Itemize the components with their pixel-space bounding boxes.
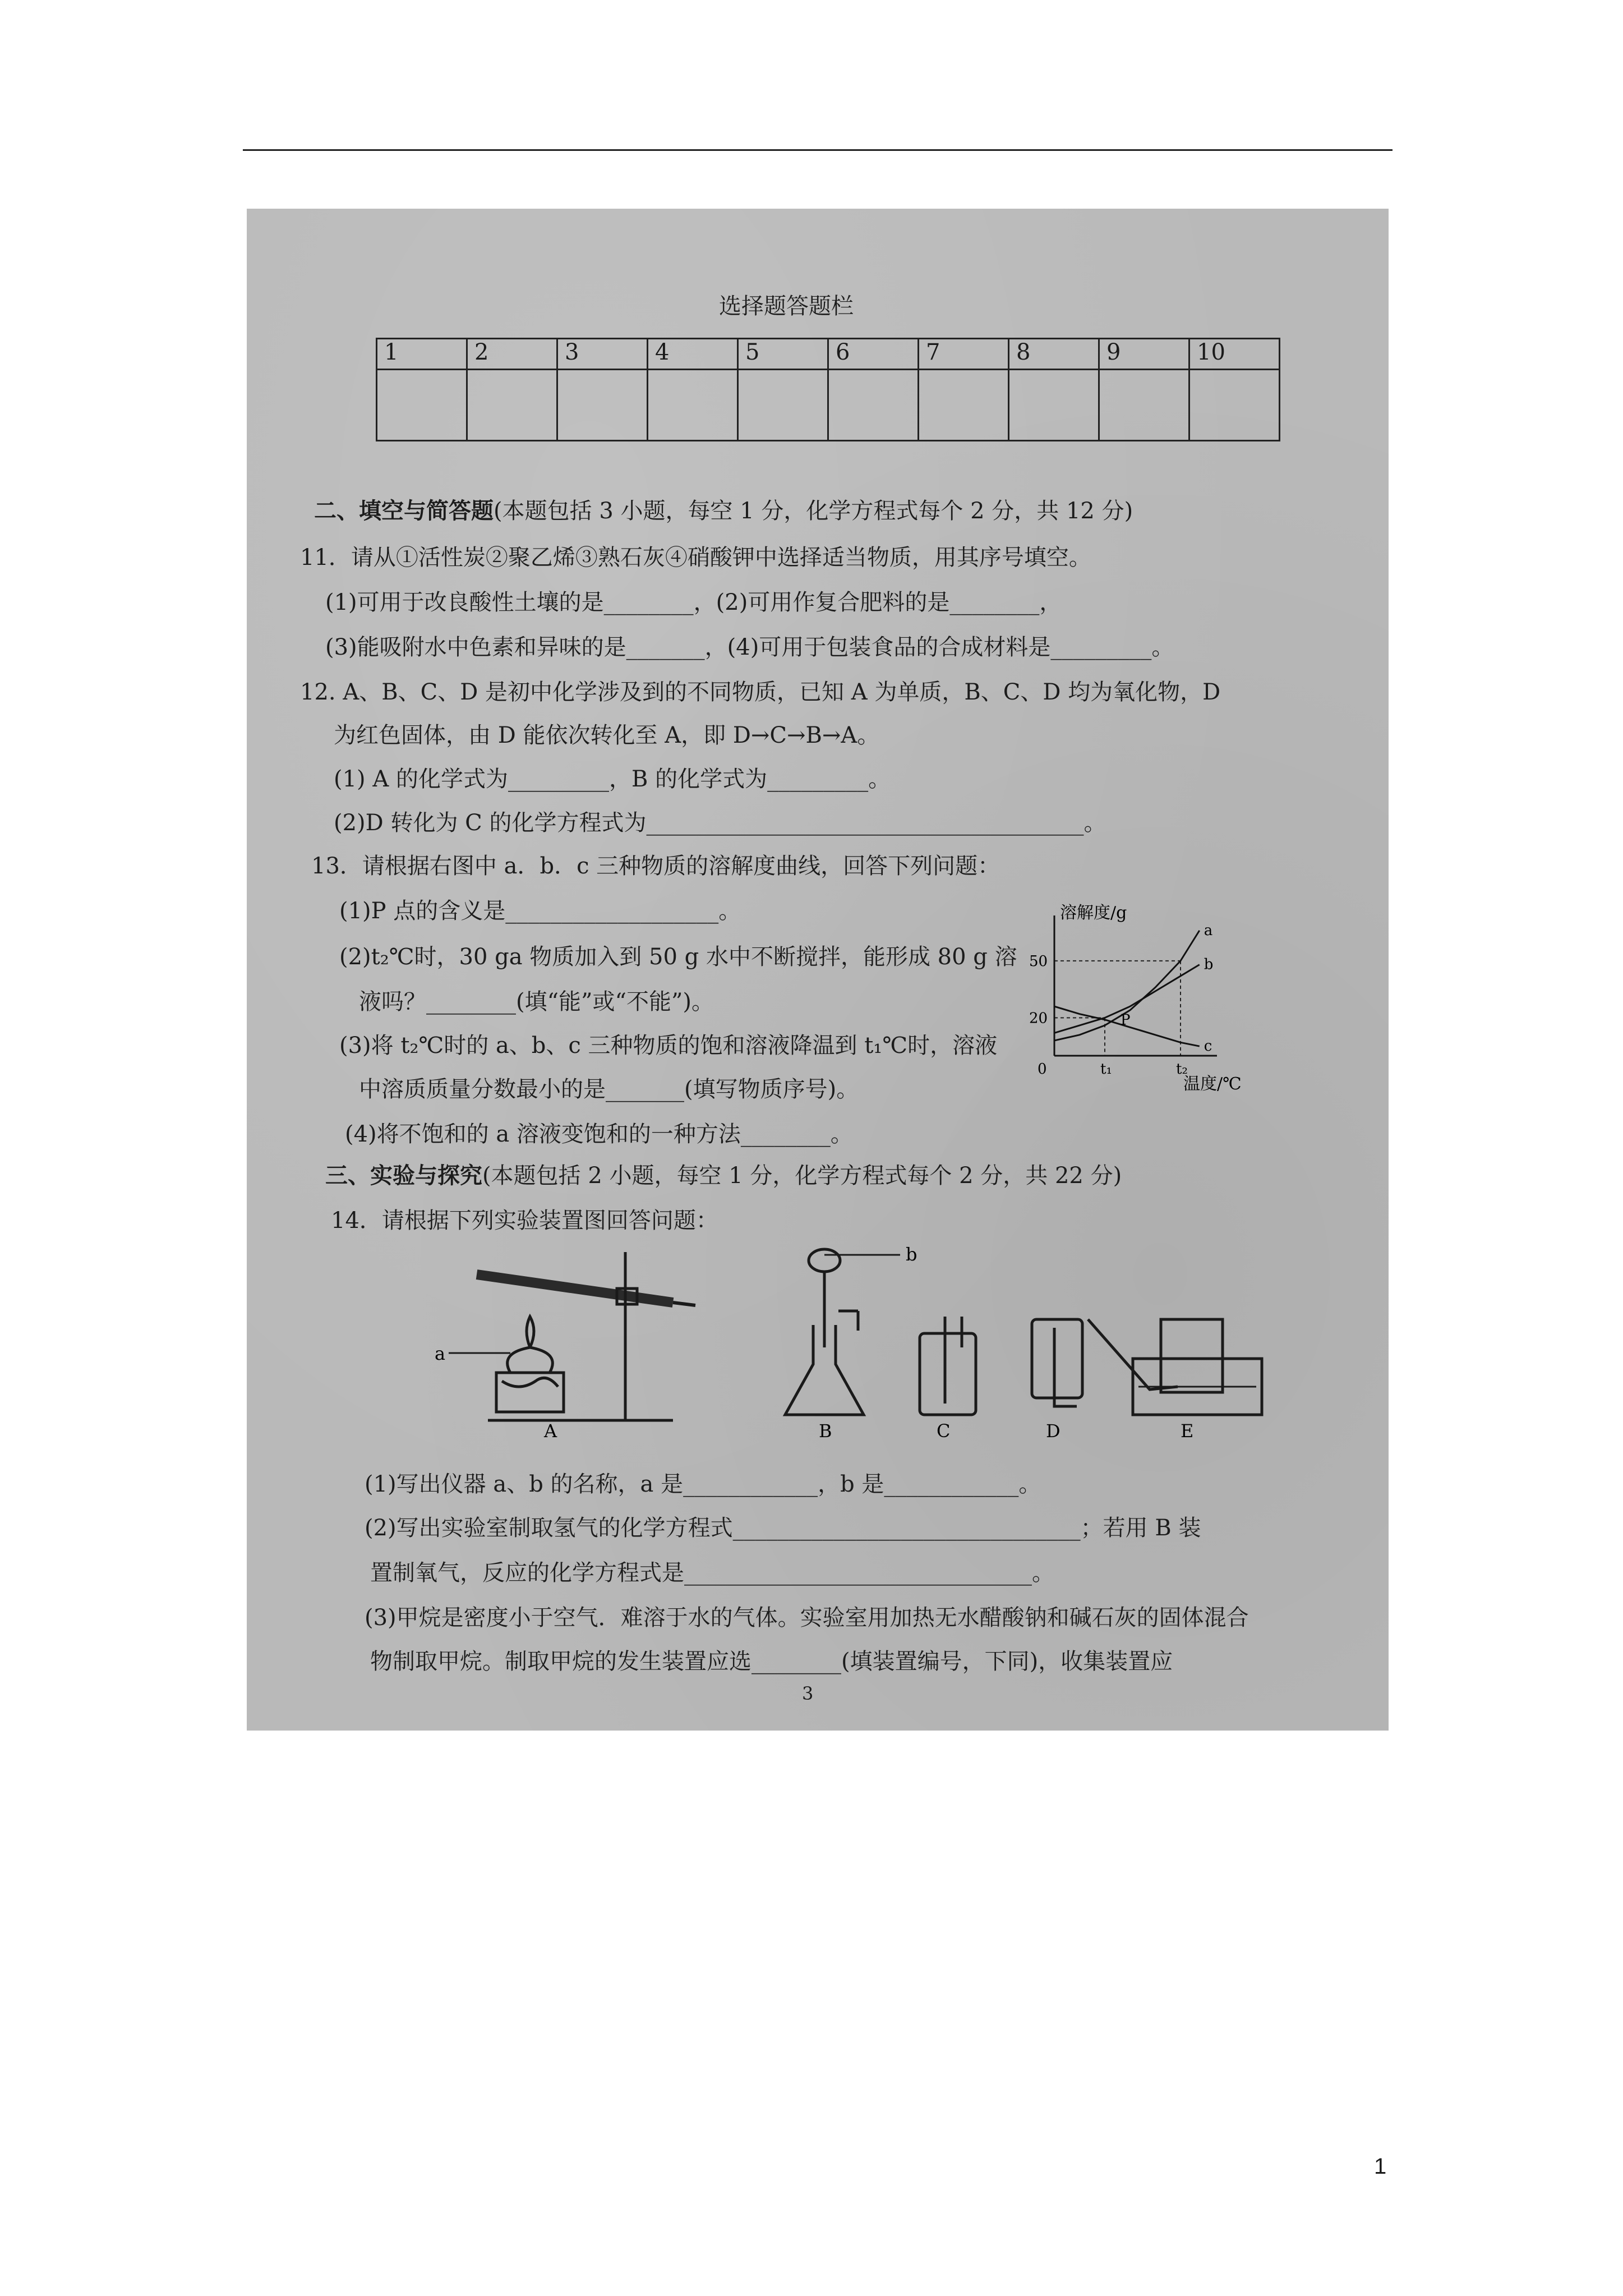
chart-guides — [1054, 961, 1181, 1056]
exam-photo — [247, 209, 1389, 1731]
answer-cell-blank — [467, 370, 557, 441]
answer-table-blank-row — [377, 370, 1280, 441]
q14-p3a: (3)甲烷是密度小于空气．难溶于水的气体。实验室用加热无水醋酸钠和碱石灰的固体混合 — [365, 1605, 1249, 1631]
answer-cell-blank — [1099, 370, 1189, 441]
answer-cell-header: 4 — [648, 339, 738, 370]
label-D: D — [1046, 1420, 1061, 1442]
answer-cell-header: 7 — [919, 339, 1009, 370]
header-rule — [243, 149, 1393, 151]
q12-line2: 为红色固体，由 D 能依次转化至 A，即 D→C→B→A。 — [334, 723, 880, 748]
wooden-block — [496, 1373, 564, 1412]
q14-p3b: 物制取甲烷。制取甲烷的发生装置应选________(填装置编号，下同)，收集装置应 — [370, 1649, 1173, 1674]
answer-cell-blank — [1009, 370, 1099, 441]
separatory-funnel — [809, 1249, 840, 1272]
answer-cell-blank — [919, 370, 1009, 441]
answer-cell-header: 9 — [1099, 339, 1189, 370]
label-E: E — [1181, 1420, 1194, 1442]
q11-line2: (3)能吸附水中色素和异味的是_______，(4)可用于包装食品的合成材料是_________。 — [325, 634, 1174, 660]
lamp-flame — [527, 1317, 534, 1347]
answer-cell-blank — [828, 370, 919, 441]
page-number: 1 — [1374, 2154, 1387, 2179]
q14-p2b: 置制氧气，反应的化学方程式是_______________________________。 — [370, 1560, 1054, 1586]
chart-x-label: 温度/℃ — [1183, 1074, 1242, 1094]
chart-x-tick: 0 — [1038, 1061, 1047, 1078]
apparatus-c-bottle — [920, 1317, 976, 1415]
section3-heading: 三、实验与探究 — [325, 1162, 482, 1189]
label-C: C — [937, 1420, 951, 1442]
q13-p2a: (2)t₂℃时，30 ga 物质加入到 50 g 水中不断搅拌，能形成 80 g 溶 — [339, 944, 1017, 970]
q13-p3b: 中溶质质量分数最小的是_______(填写物质序号)。 — [359, 1076, 859, 1102]
q13-p2b: 液吗？________(填“能”或“不能”)。 — [359, 989, 714, 1015]
wood-grain — [502, 1378, 558, 1387]
chart-y-label: 溶解度/g — [1060, 903, 1127, 923]
answer-cell-header: 10 — [1189, 339, 1280, 370]
chart-x-tick: t₂ — [1176, 1061, 1188, 1078]
apparatus-diagram — [432, 1235, 1307, 1442]
series-label-c: c — [1204, 1038, 1212, 1055]
chart-x-tick: t₁ — [1100, 1061, 1112, 1078]
q13-p1: (1)P 点的含义是___________________。 — [339, 898, 741, 924]
solubility-chart — [1021, 903, 1242, 1094]
section2-heading: 二、填空与简答题 — [314, 498, 494, 524]
q11-line1: (1)可用于改良酸性土壤的是________，(2)可用作复合肥料的是________， — [325, 590, 1062, 615]
answer-cell-blank — [1189, 370, 1280, 441]
answer-cell-blank — [377, 370, 467, 441]
answer-cell-header: 3 — [557, 339, 648, 370]
label-A: A — [544, 1420, 557, 1442]
photo-page-number: 3 — [802, 1683, 814, 1704]
answer-cell-blank — [648, 370, 738, 441]
q14-p1: (1)写出仪器 a、b 的名称，a 是____________，b 是____________。 — [365, 1471, 1041, 1497]
section3-title — [325, 1162, 1122, 1189]
series-label-b: b — [1204, 956, 1214, 973]
q11-stem: 11．请从①活性炭②聚乙烯③熟石灰④硝酸钾中选择适当物质，用其序号填空。 — [300, 545, 1091, 570]
delivery-tube — [673, 1303, 695, 1305]
test-tube — [477, 1274, 673, 1303]
apparatus-a-heating-setup — [449, 1252, 695, 1420]
q14-stem: 14．请根据下列实验装置图回答问题： — [331, 1208, 718, 1234]
gas-bottle-c — [920, 1333, 976, 1415]
q12-line4: (2)D 转化为 C 的化学方程式为_______________________________________。 — [334, 810, 1106, 836]
section2-note: (本题包括 3 小题，每空 1 分，化学方程式每个 2 分，共 12 分) — [494, 498, 1133, 524]
section2-title — [314, 498, 1133, 524]
section3-note: (本题包括 2 小题，每空 1 分，化学方程式每个 2 分，共 22 分) — [482, 1163, 1122, 1189]
q13-p4: (4)将不饱和的 a 溶液变饱和的一种方法________。 — [345, 1121, 853, 1147]
chart-y-tick: 50 — [1029, 953, 1048, 970]
label-B: B — [819, 1420, 832, 1442]
chart-series — [1054, 922, 1213, 1055]
answer-table — [376, 338, 1280, 441]
apparatus-e-trough — [1088, 1319, 1262, 1415]
answer-table-title: 选择题答题栏 — [719, 293, 854, 319]
alcohol-lamp — [508, 1347, 553, 1373]
tube-d — [1054, 1328, 1077, 1406]
answer-cell-header: 6 — [828, 339, 919, 370]
answer-cell-blank — [738, 370, 828, 441]
q12-line3: (1) A 的化学式为_________，B 的化学式为_________。 — [334, 766, 891, 792]
q13-p3a: (3)将 t₂℃时的 a、b、c 三种物质的饱和溶液降温到 t₁℃时，溶液 — [339, 1033, 998, 1059]
label-a: a — [435, 1343, 446, 1364]
chart-point-label: P — [1121, 1011, 1131, 1029]
q14-p2a: (2)写出实验室制取氢气的化学方程式_______________________________；若用 B 装 — [365, 1515, 1201, 1541]
apparatus-d-bottle — [1032, 1319, 1082, 1406]
gas-bottle-d — [1032, 1319, 1082, 1398]
label-b: b — [906, 1244, 917, 1265]
answer-cell-blank — [557, 370, 648, 441]
answer-table-header-row — [377, 339, 1280, 370]
answer-cell-header: 2 — [467, 339, 557, 370]
collecting-bottle — [1161, 1319, 1223, 1392]
q13-stem: 13．请根据右图中 a．b．c 三种物质的溶解度曲线，回答下列问题： — [311, 853, 1000, 879]
chart-y-tick: 20 — [1029, 1010, 1048, 1027]
answer-cell-header: 5 — [738, 339, 828, 370]
apparatus-b-flask — [785, 1249, 900, 1415]
answer-cell-header: 8 — [1009, 339, 1099, 370]
answer-cell-header: 1 — [377, 339, 467, 370]
q12-line1: 12. A、B、C、D 是初中化学涉及到的不同物质，已知 A 为单质，B、C、D 均为氧化物，D — [300, 679, 1221, 705]
series-label-a: a — [1204, 922, 1213, 939]
